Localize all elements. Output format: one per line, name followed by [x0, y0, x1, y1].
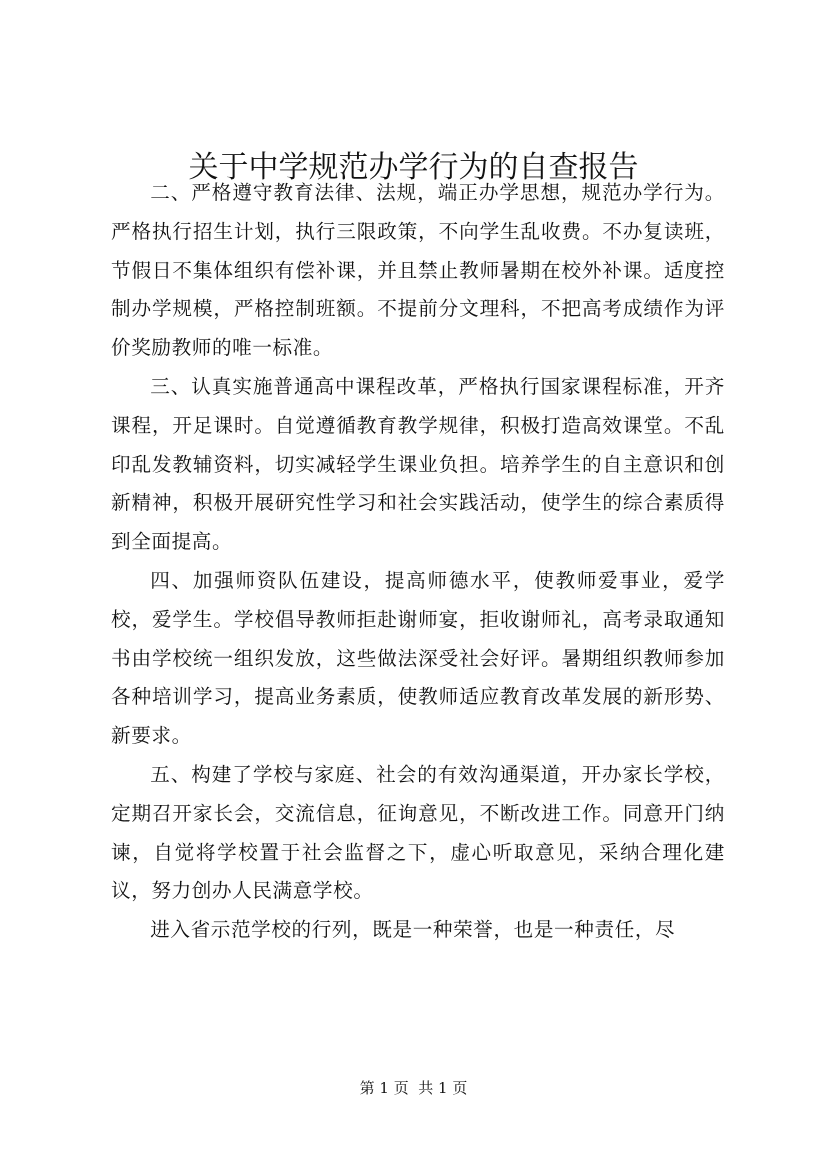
document-title: 关于中学规范办学行为的自查报告: [188, 150, 639, 185]
paragraph-2: 二、严格遵守教育法律、法规，端正办学思想，规范办学行为。严格执行招生计划，执行三限政策，不向学生乱收费。不办复读班，节假日不集体组织有偿补课，并且禁止教师暑期在校外补课。适度控制办学规模，严格控制班额。不提前分文理科，不把高考成绩作为评价奖励教师的唯一标准。: [111, 181, 725, 360]
paragraph-closing: 进入省示范学校的行列，既是一种荣誉，也是一种责任，尽: [150, 918, 676, 942]
paragraph-5: 五、构建了学校与家庭、社会的有效沟通渠道，开办家长学校，定期召开家长会，交流信息，征询意见，不断改进工作。同意开门纳谏，自觉将学校置于社会监督之下，虚心听取意见，采纳合理化建议，努力创办人民满意学校。: [111, 762, 725, 903]
paragraph-4: 四、加强师资队伍建设，提高师德水平，使教师爱事业，爱学校，爱学生。学校倡导教师拒赴谢师宴，拒收谢师礼，高考录取通知书由学校统一组织发放，这些做法深受社会好评。暑期组织教师参加各种培训学习，提高业务素质，使教师适应教育改革发展的新形势、新要求。: [111, 568, 725, 748]
page-number-label: 第 1 页 共 1 页: [359, 1079, 468, 1097]
document-body: [111, 174, 725, 950]
page-footer: [0, 1076, 827, 1100]
paragraph-3: 三、认真实施普通高中课程改革，严格执行国家课程标准，开齐课程，开足课时。自觉遵循教育教学规律，积极打造高效课堂。不乱印乱发教辅资料，切实减轻学生课业负担。培养学生的自主意识和创新精神，积极开展研究性学习和社会实践活动，使学生的综合素质得到全面提高。: [111, 374, 725, 554]
